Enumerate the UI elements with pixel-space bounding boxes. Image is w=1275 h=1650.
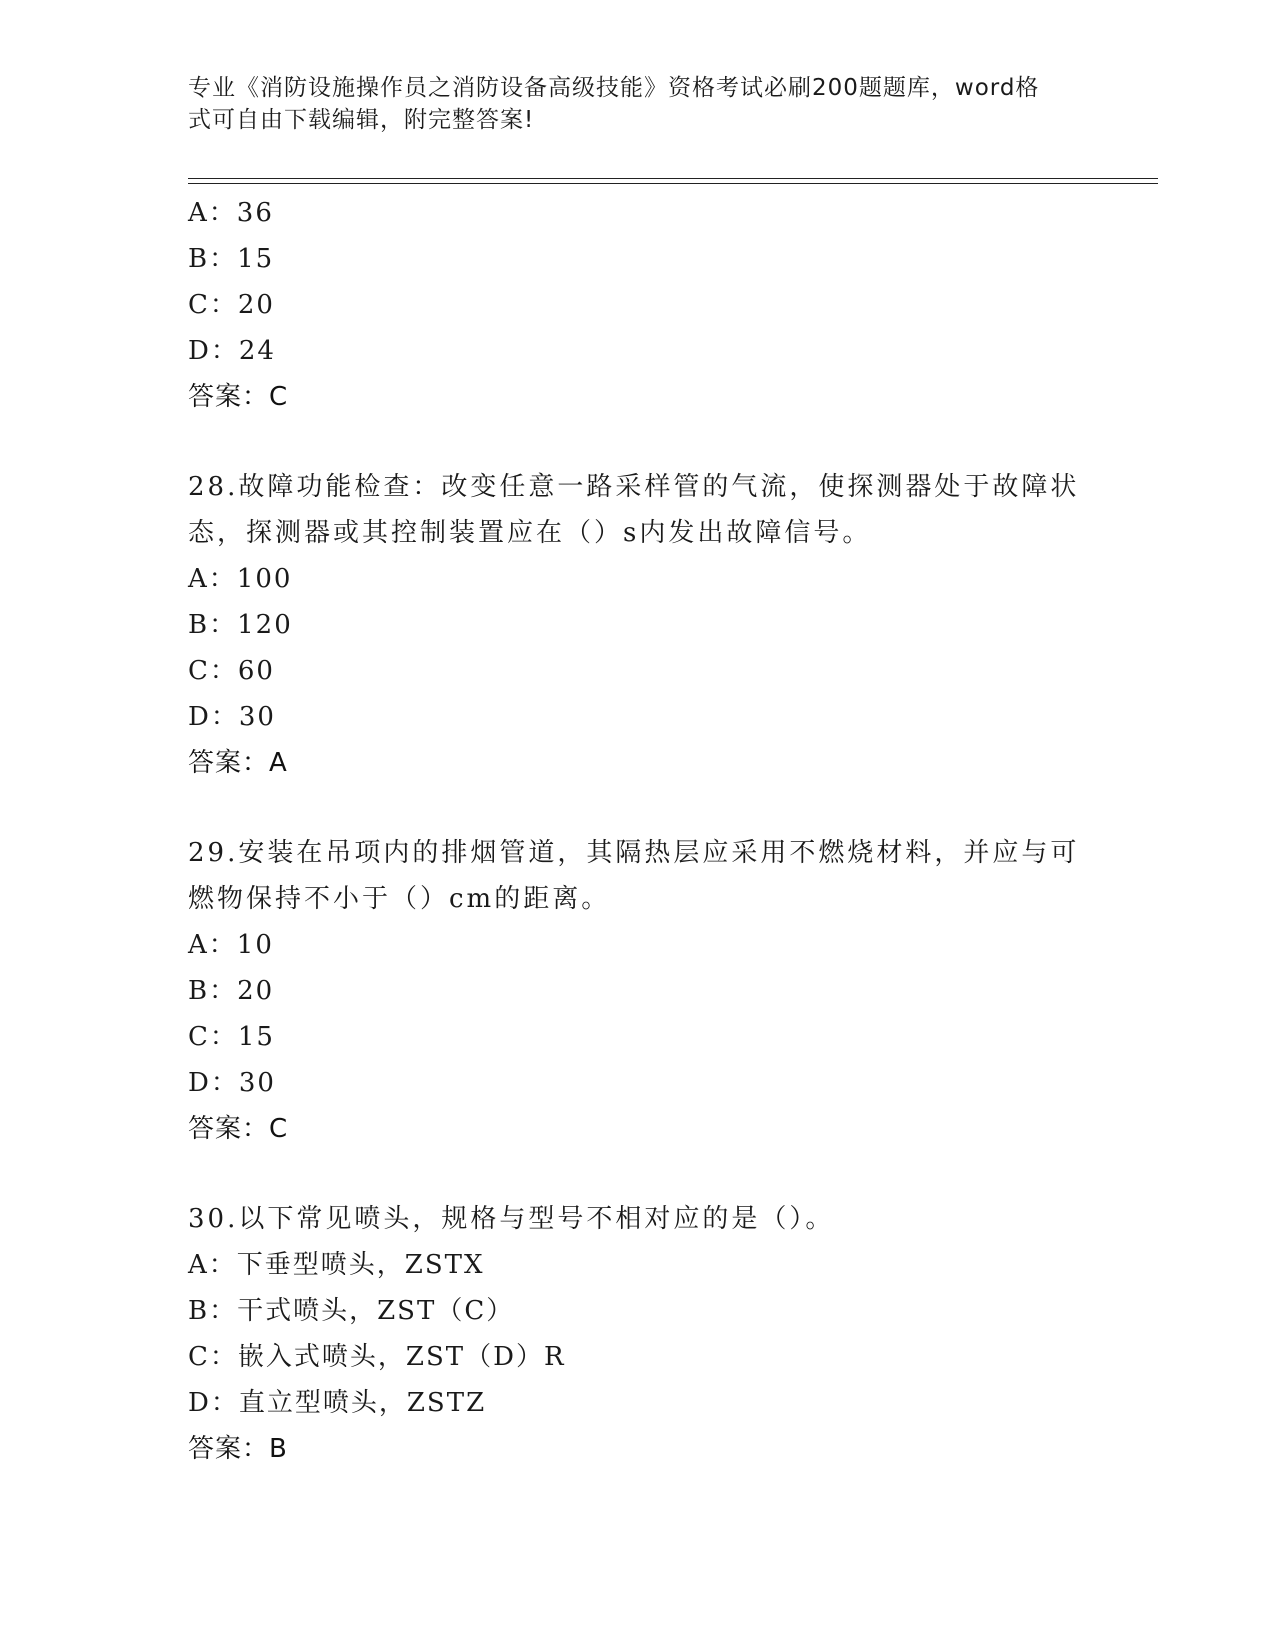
option-d: D：30 — [188, 1068, 276, 1098]
question-stem-line: 29.安装在吊项内的排烟管道，其隔热层应采用不燃烧材料，并应与可 — [188, 838, 1080, 868]
option-b: B：20 — [188, 976, 275, 1006]
question-stem-line: 30.以下常见喷头，规格与型号不相对应的是（）。 — [188, 1204, 835, 1234]
option-d: D：30 — [188, 702, 276, 732]
question-list — [188, 190, 1088, 1472]
question-27-continued — [188, 190, 1088, 420]
header-line-2: 式可自由下载编辑，附完整答案! — [188, 107, 535, 133]
header-divider-top — [188, 178, 1158, 179]
answer-label: 答案：B — [188, 1434, 288, 1464]
option-b: B：120 — [188, 610, 293, 640]
question-stem-line: 燃物保持不小于（）cm的距离。 — [188, 884, 611, 914]
option-c: C：20 — [188, 290, 275, 320]
question-29 — [188, 830, 1088, 1152]
question-28 — [188, 464, 1088, 786]
header-line-1: 专业《消防设施操作员之消防设备高级技能》资格考试必刷200题题库，word格 — [188, 75, 1040, 101]
option-a: A：下垂型喷头，ZSTX — [188, 1250, 485, 1280]
question-stem-line: 态，探测器或其控制装置应在（）s内发出故障信号。 — [188, 518, 872, 548]
answer-label: 答案：A — [188, 748, 288, 778]
question-30 — [188, 1196, 1088, 1472]
spacer — [188, 786, 1088, 830]
option-c: C：60 — [188, 656, 275, 686]
header-divider-bottom — [188, 183, 1158, 184]
spacer — [188, 1152, 1088, 1196]
option-a: A：100 — [188, 564, 293, 594]
option-a: A：10 — [188, 930, 274, 960]
document-header — [188, 72, 1088, 136]
answer-label: 答案：C — [188, 1114, 289, 1144]
answer-label: 答案：C — [188, 382, 289, 412]
option-c: C：15 — [188, 1022, 275, 1052]
option-a: A：36 — [188, 198, 274, 228]
option-c: C：嵌入式喷头，ZST（D）R — [188, 1342, 566, 1372]
question-stem-line: 28.故障功能检查：改变任意一路采样管的气流，使探测器处于故障状 — [188, 472, 1080, 502]
option-d: D：直立型喷头，ZSTZ — [188, 1388, 487, 1418]
option-b: B：干式喷头，ZST（C） — [188, 1296, 515, 1326]
option-d: D：24 — [188, 336, 276, 366]
option-b: B：15 — [188, 244, 275, 274]
spacer — [188, 420, 1088, 464]
